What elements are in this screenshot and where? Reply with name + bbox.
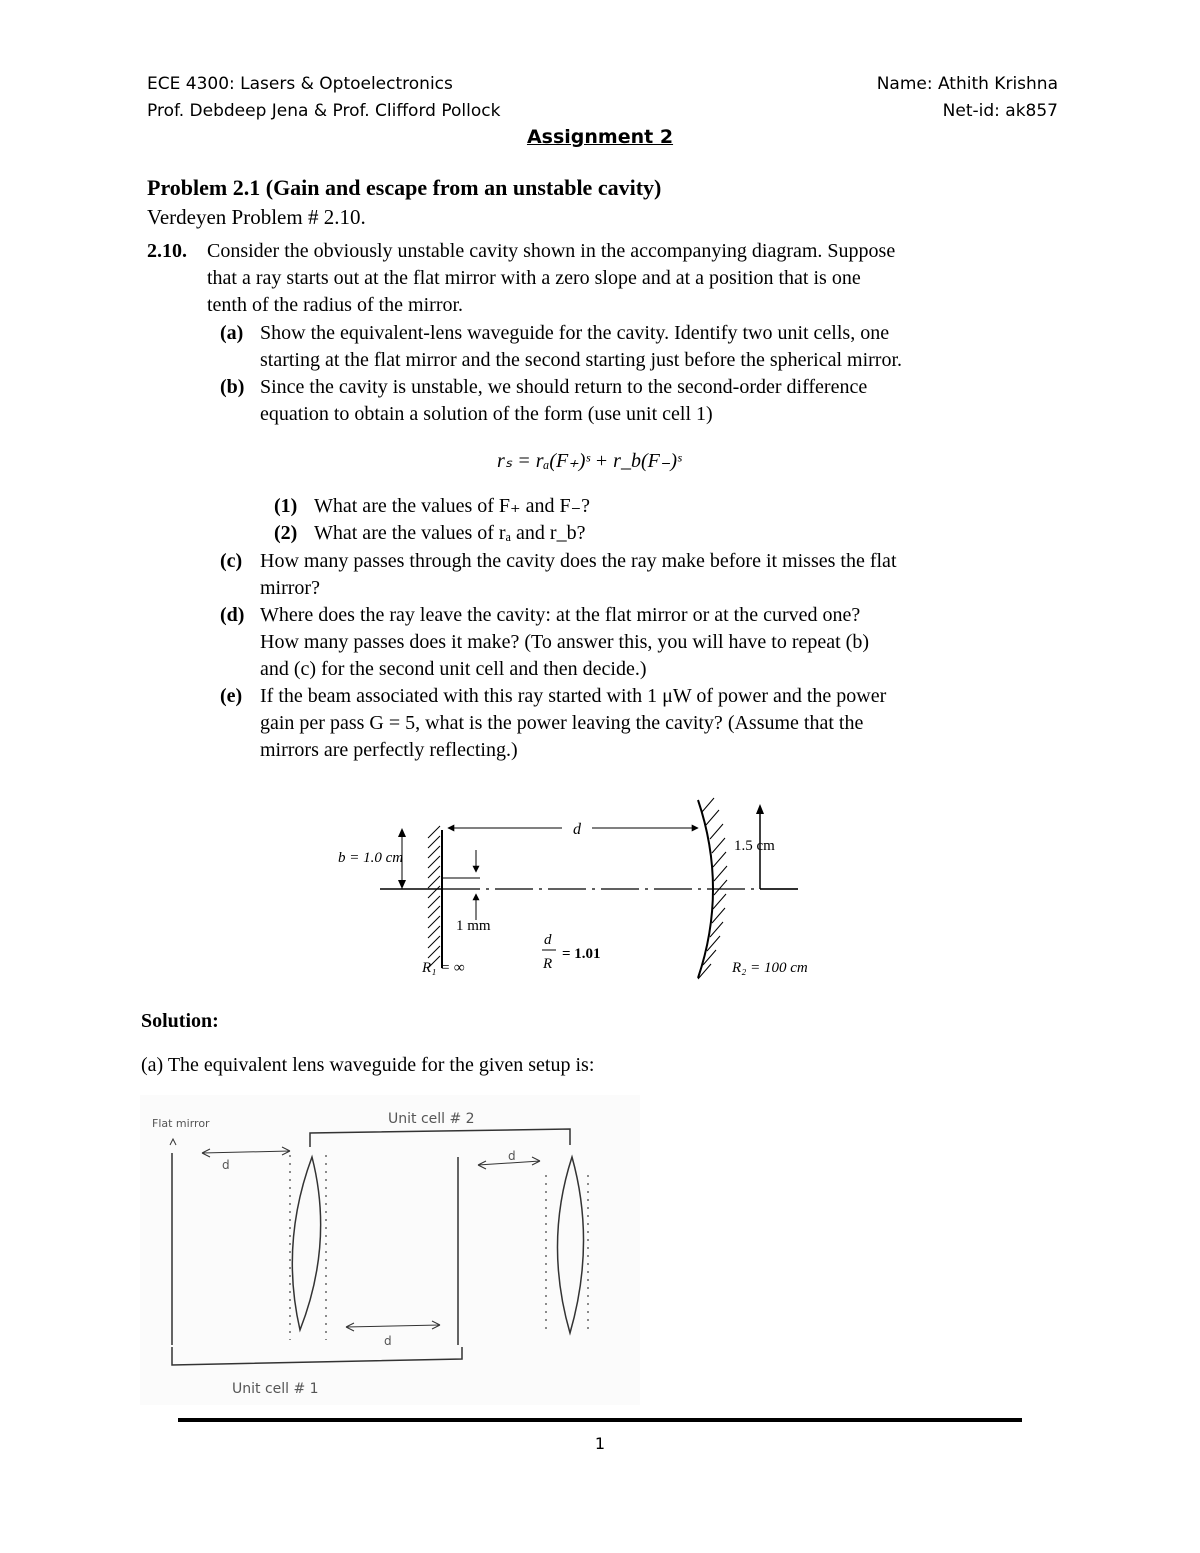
- problem-body: [147, 238, 977, 761]
- course-title: ECE 4300: Lasers & Optoelectronics: [147, 74, 453, 94]
- solution-part-a: (a) The equivalent lens waveguide for the given setup is:: [141, 1054, 595, 1076]
- difference-equation: rₛ = rₐ(F₊)ˢ + r_b(F₋)ˢ: [497, 450, 682, 472]
- part-d-line-3: and (c) for the second unit cell and then decide.): [260, 658, 647, 680]
- part-b-line-1: Since the cavity is unstable, we should return to the second-order difference: [260, 376, 868, 398]
- problem-number: 2.10.: [147, 240, 187, 262]
- part-e-line-1: If the beam associated with this ray started with 1 μW of power and the power: [260, 685, 887, 707]
- footer-rule: [178, 1418, 1022, 1422]
- subpart-2-text: What are the values of rₐ and r_b?: [314, 522, 586, 544]
- cavity-diagram: [330, 790, 830, 990]
- part-e-line-2: gain per pass G = 5, what is the power leaving the cavity? (Assume that the: [260, 712, 864, 734]
- distance-d-3: d: [384, 1334, 392, 1348]
- part-a-label: (a): [220, 322, 244, 344]
- lens-waveguide-sketch: [140, 1095, 640, 1405]
- professors: Prof. Debdeep Jena & Prof. Clifford Pollock: [147, 101, 501, 121]
- intro-line-2: that a ray starts out at the flat mirror with a zero slope and at a position that is one: [207, 267, 861, 289]
- part-a-line-1: Show the equivalent-lens waveguide for the cavity. Identify two unit cells, one: [260, 322, 890, 344]
- part-c-line-1: How many passes through the cavity does the ray make before it misses the flat: [260, 550, 897, 572]
- part-d-label: (d): [220, 604, 245, 626]
- assignment-title: Assignment 2: [526, 126, 674, 148]
- solution-heading: Solution:: [141, 1010, 219, 1032]
- subpart-1-label: (1): [274, 495, 298, 517]
- intro-line-3: tenth of the radius of the mirror.: [207, 294, 464, 316]
- ratio-value: = 1.01: [562, 946, 601, 962]
- intro-line-1: Consider the obviously unstable cavity shown in the accompanying diagram. Suppose: [207, 240, 896, 262]
- b-label: b = 1.0 cm: [338, 850, 404, 866]
- part-c-line-2: mirror?: [260, 577, 320, 599]
- part-d-line-2: How many passes does it make? (To answer this, you will have to repeat (b): [260, 631, 869, 653]
- subpart-2-label: (2): [274, 522, 298, 544]
- unit-cell-1-label: Unit cell # 1: [232, 1381, 319, 1397]
- part-a-line-2: starting at the flat mirror and the second starting just before the spherical mirror.: [260, 349, 903, 371]
- distance-d-1: d: [222, 1158, 230, 1172]
- height-label: 1.5 cm: [734, 838, 775, 854]
- mm-label: 1 mm: [456, 918, 491, 934]
- ratio-denominator: R: [543, 956, 553, 972]
- unit-cell-2-label: Unit cell # 2: [388, 1111, 475, 1127]
- page-number: 1: [594, 1434, 606, 1453]
- student-name: Name: Athith Krishna: [876, 74, 1058, 94]
- flat-mirror-note: Flat mirror: [152, 1117, 210, 1130]
- d-label: d: [573, 821, 581, 838]
- part-e-label: (e): [220, 685, 243, 707]
- distance-d-2: d: [508, 1149, 516, 1163]
- r1-label: R₁ = ∞: [422, 960, 465, 976]
- part-c-label: (c): [220, 550, 243, 572]
- ratio-numerator: d: [544, 932, 552, 948]
- net-id: Net-id: ak857: [942, 101, 1058, 121]
- problem-source: Verdeyen Problem # 2.10.: [147, 205, 366, 229]
- subpart-1-text: What are the values of F₊ and F₋?: [314, 495, 591, 517]
- part-b-label: (b): [220, 376, 245, 398]
- part-b-line-2: equation to obtain a solution of the form (use unit cell 1): [260, 403, 713, 425]
- part-e-line-3: mirrors are perfectly reflecting.): [260, 739, 518, 761]
- problem-title: Problem 2.1 (Gain and escape from an unstable cavity): [147, 175, 662, 200]
- r2-label: R₂ = 100 cm: [732, 960, 808, 976]
- part-d-line-1: Where does the ray leave the cavity: at the flat mirror or at the curved one?: [260, 604, 861, 626]
- flat-mirror-hatch: [428, 826, 440, 968]
